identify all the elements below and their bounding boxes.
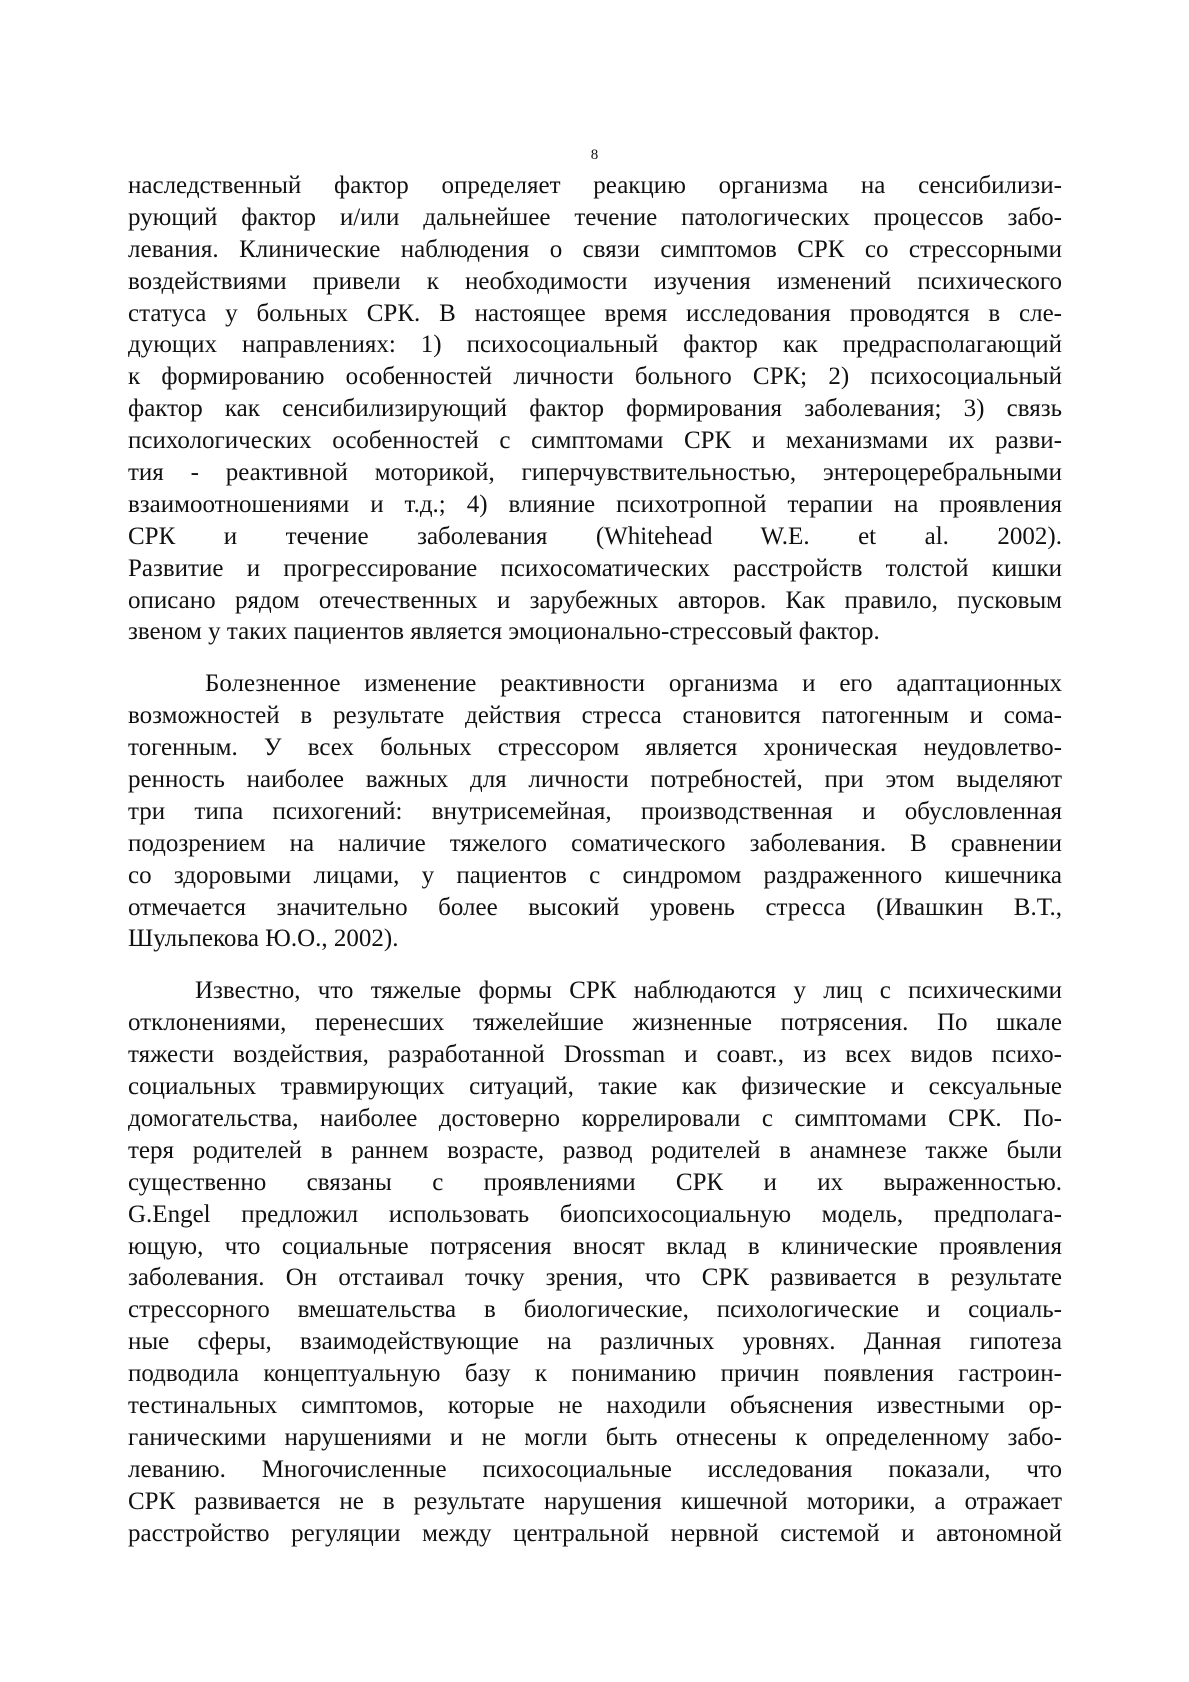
text-line: тестинальных симптомов, которые не находили объяснения известными ор- bbox=[128, 1391, 1062, 1419]
text-line: ганическими нарушениями и не могли быть отнесены к определенному забо- bbox=[128, 1423, 1062, 1451]
text-line: фактор как сенсибилизирующий фактор формирования заболевания; 3) связь bbox=[128, 395, 1062, 423]
paragraph-gap bbox=[128, 955, 1062, 975]
text-line: теря родителей в раннем возрасте, развод родителей в анамнезе также были bbox=[128, 1136, 1062, 1164]
text-line: тогенным. У всех больных стрессором является хроническая неудовлетво- bbox=[128, 734, 1062, 762]
text-line: рующий фактор и/или дальнейшее течение патологических процессов забо- bbox=[128, 203, 1062, 231]
text-line: социальных травмирующих ситуаций, такие как физические и сексуальные bbox=[128, 1073, 1062, 1101]
text-line: описано рядом отечественных и зарубежных авторов. Как правило, пусковым bbox=[128, 586, 1062, 614]
paragraph bbox=[128, 170, 1062, 648]
text-line: звеном у таких пациентов является эмоционально-стрессовый фактор. bbox=[128, 618, 880, 646]
text-line: взаимоотношениями и т.д.; 4) влияние психотропной терапии на проявления bbox=[128, 490, 1062, 518]
text-line: СРК и течение заболевания (Whitehead W.E. et al. 2002). bbox=[128, 522, 1062, 550]
text-line: леванию. Многочисленные психосоциальные исследования показали, что bbox=[128, 1455, 1062, 1483]
text-line: тия - реактивной моторикой, гиперчувствительностью, энтероцеребральными bbox=[128, 459, 1062, 487]
text-line: отклонениями, перенесших тяжелейшие жизненные потрясения. По шкале bbox=[128, 1009, 1062, 1037]
text-line: ренность наиболее важных для личности потребностей, при этом выделяют bbox=[128, 766, 1062, 794]
body-text bbox=[128, 170, 1062, 1549]
text-line: воздействиями привели к необходимости изучения изменений психического bbox=[128, 267, 1062, 295]
text-line: подозрением на наличие тяжелого соматического заболевания. В сравнении bbox=[128, 829, 1062, 857]
text-line: Известно, что тяжелые формы СРК наблюдаются у лиц с психическими bbox=[195, 977, 1062, 1005]
text-line: дующих направлениях: 1) психосоциальный фактор как предрасполагающий bbox=[128, 331, 1062, 359]
text-line: подводила концептуальную базу к пониманию причин появления гастроин- bbox=[128, 1360, 1062, 1388]
text-line: ющую, что социальные потрясения вносят вклад в клинические проявления bbox=[128, 1232, 1062, 1260]
paragraph bbox=[128, 975, 1062, 1549]
text-line: домогательства, наиболее достоверно коррелировали с симптомами СРК. По- bbox=[128, 1104, 1062, 1132]
text-line: статуса у больных СРК. В настоящее время исследования проводятся в сле- bbox=[128, 299, 1062, 327]
text-line: три типа психогений: внутрисемейная, производственная и обусловленная bbox=[128, 797, 1062, 825]
text-line: заболевания. Он отстаивал точку зрения, что СРК развивается в результате bbox=[128, 1264, 1062, 1292]
text-line: ные сферы, взаимодействующие на различных уровнях. Данная гипотеза bbox=[128, 1328, 1062, 1356]
text-line: наследственный фактор определяет реакцию организма на сенсибилизи- bbox=[128, 172, 1062, 199]
text-line: СРК развивается не в результате нарушения кишечной моторики, а отражает bbox=[128, 1487, 1062, 1515]
text-line: G.Engel предложил использовать биопсихосоциальную модель, предполага- bbox=[128, 1200, 1062, 1228]
text-line: психологических особенностей с симптомами СРК и механизмами их разви- bbox=[128, 427, 1062, 455]
page-number: 8 bbox=[590, 147, 599, 163]
text-line: к формированию особенностей личности больного СРК; 2) психосоциальный bbox=[128, 363, 1062, 391]
text-line: отмечается значительно более высокий уровень стресса (Ивашкин В.Т., bbox=[128, 893, 1062, 921]
text-line: существенно связаны с проявлениями СРК и их выраженностью. bbox=[128, 1168, 1062, 1196]
text-line: со здоровыми лицами, у пациентов с синдромом раздраженного кишечника bbox=[128, 861, 1062, 889]
text-line: Развитие и прогрессирование психосоматических расстройств толстой кишки bbox=[128, 554, 1062, 582]
text-line: тяжести воздействия, разработанной Drossman и соавт., из всех видов психо- bbox=[128, 1041, 1062, 1069]
text-line: расстройство регуляции между центральной нервной системой и автономной bbox=[128, 1519, 1062, 1547]
text-line: Болезненное изменение реактивности организма и его адаптационных bbox=[205, 670, 1062, 698]
text-line: левания. Клинические наблюдения о связи симптомов СРК со стрессорными bbox=[128, 235, 1062, 263]
paragraph-gap bbox=[128, 648, 1062, 668]
text-line: возможностей в результате действия стресса становится патогенным и сома- bbox=[128, 702, 1062, 730]
text-line: Шульпекова Ю.О., 2002). bbox=[128, 925, 399, 953]
text-line: стрессорного вмешательства в биологические, психологические и социаль- bbox=[128, 1296, 1062, 1324]
paragraph bbox=[128, 668, 1062, 955]
